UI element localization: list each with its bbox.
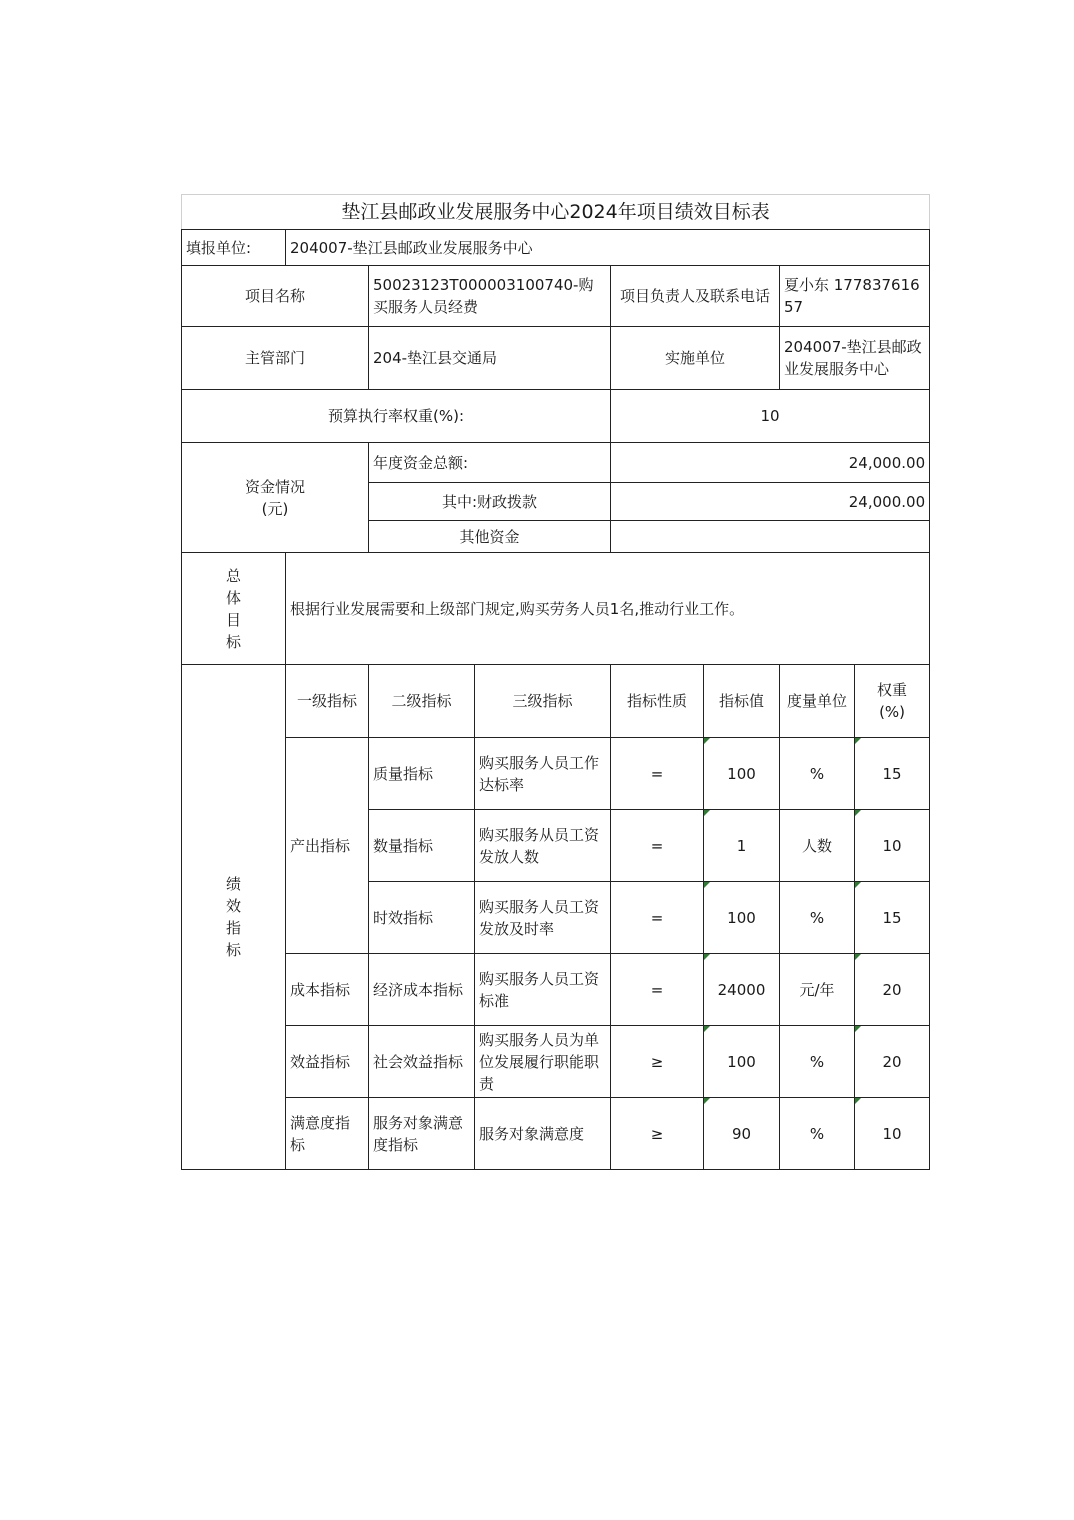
level3-cell: 购买服务人员工作达标率 [475, 738, 611, 810]
level1-cost: 成本指标 [286, 954, 369, 1026]
nature-cell: ≥ [611, 1026, 704, 1098]
funds-other-label: 其他资金 [369, 521, 611, 553]
contact-value: 夏小东 17783761657 [780, 266, 930, 327]
table-row [182, 954, 930, 1026]
overall-goal-text: 根据行业发展需要和上级部门规定,购买劳务人员1名,推动行业工作。 [286, 553, 930, 665]
funds-label-line2: (元) [261, 499, 289, 518]
value-cell: 1 [704, 810, 780, 882]
overall-goal-label [182, 553, 286, 665]
weight-cell: 15 [855, 738, 930, 810]
header-level1: 一级指标 [286, 665, 369, 738]
funds-fiscal-value: 24,000.00 [611, 483, 930, 521]
unit-cell: 元/年 [780, 954, 855, 1026]
reporting-unit-value: 204007-垫江县邮政业发展服务中心 [286, 230, 930, 266]
unit-cell: % [780, 1026, 855, 1098]
perf-label-char: 绩 [225, 875, 241, 893]
funds-label [182, 443, 369, 553]
value-cell: 90 [704, 1098, 780, 1170]
reporting-unit-label: 填报单位: [182, 230, 286, 266]
value-cell: 100 [704, 738, 780, 810]
funds-fiscal-label: 其中:财政拨款 [369, 483, 611, 521]
weight-cell: 10 [855, 1098, 930, 1170]
funds-other-value [611, 521, 930, 553]
weight-cell: 15 [855, 882, 930, 954]
level1-output: 产出指标 [286, 738, 369, 954]
funds-label-line1: 资金情况 [244, 477, 305, 496]
perf-label-char: 指 [225, 919, 241, 937]
unit-cell: % [780, 882, 855, 954]
dept-value: 204-垫江县交通局 [369, 327, 611, 390]
header-weight-line1: 权重 [877, 681, 908, 699]
level3-cell: 购买服务人员为单位发展履行职能职责 [475, 1026, 611, 1098]
nature-cell: = [611, 738, 704, 810]
level3-cell: 购买服务人员工资发放及时率 [475, 882, 611, 954]
page-title: 垫江县邮政业发展服务中心2024年项目绩效目标表 [182, 195, 930, 230]
perf-label [182, 665, 286, 1170]
nature-cell: ≥ [611, 1098, 704, 1170]
level3-cell: 购买服务从员工资发放人数 [475, 810, 611, 882]
weight-cell: 20 [855, 954, 930, 1026]
overall-goal-char: 目 [225, 610, 241, 629]
level1-benefit: 效益指标 [286, 1026, 369, 1098]
funds-total-label: 年度资金总额: [369, 443, 611, 483]
level1-satisfaction: 满意度指标 [286, 1098, 369, 1170]
value-cell: 100 [704, 882, 780, 954]
header-weight-line2: (%) [879, 703, 906, 721]
level2-cell: 经济成本指标 [369, 954, 475, 1026]
funds-total-value: 24,000.00 [611, 443, 930, 483]
budget-weight-label: 预算执行率权重(%): [182, 390, 611, 443]
level2-cell: 社会效益指标 [369, 1026, 475, 1098]
project-name-value: 50023123T000003100740-购买服务人员经费 [369, 266, 611, 327]
overall-goal-char: 体 [225, 588, 241, 607]
value-cell: 24000 [704, 954, 780, 1026]
table-row [182, 1026, 930, 1098]
header-level3: 三级指标 [475, 665, 611, 738]
table-row [182, 738, 930, 810]
contact-label: 项目负责人及联系电话 [611, 266, 780, 327]
level2-cell: 质量指标 [369, 738, 475, 810]
perf-label-char: 效 [225, 897, 241, 915]
impl-value: 204007-垫江县邮政业发展服务中心 [780, 327, 930, 390]
level3-cell: 服务对象满意度 [475, 1098, 611, 1170]
level2-cell: 时效指标 [369, 882, 475, 954]
level2-cell: 服务对象满意度指标 [369, 1098, 475, 1170]
weight-cell: 20 [855, 1026, 930, 1098]
overall-goal-char: 总 [225, 566, 241, 585]
header-value: 指标值 [704, 665, 780, 738]
level3-cell: 购买服务人员工资标准 [475, 954, 611, 1026]
level2-cell: 数量指标 [369, 810, 475, 882]
impl-label: 实施单位 [611, 327, 780, 390]
unit-cell: % [780, 738, 855, 810]
performance-target-table [181, 194, 930, 1170]
unit-cell: % [780, 1098, 855, 1170]
unit-cell: 人数 [780, 810, 855, 882]
value-cell: 100 [704, 1026, 780, 1098]
project-name-label: 项目名称 [182, 266, 369, 327]
header-level2: 二级指标 [369, 665, 475, 738]
table-row [182, 1098, 930, 1170]
nature-cell: = [611, 882, 704, 954]
header-nature: 指标性质 [611, 665, 704, 738]
weight-cell: 10 [855, 810, 930, 882]
header-weight [855, 665, 930, 738]
nature-cell: = [611, 810, 704, 882]
header-unit: 度量单位 [780, 665, 855, 738]
perf-label-char: 标 [225, 941, 241, 959]
overall-goal-char: 标 [225, 632, 241, 651]
nature-cell: = [611, 954, 704, 1026]
budget-weight-value: 10 [611, 390, 930, 443]
dept-label: 主管部门 [182, 327, 369, 390]
